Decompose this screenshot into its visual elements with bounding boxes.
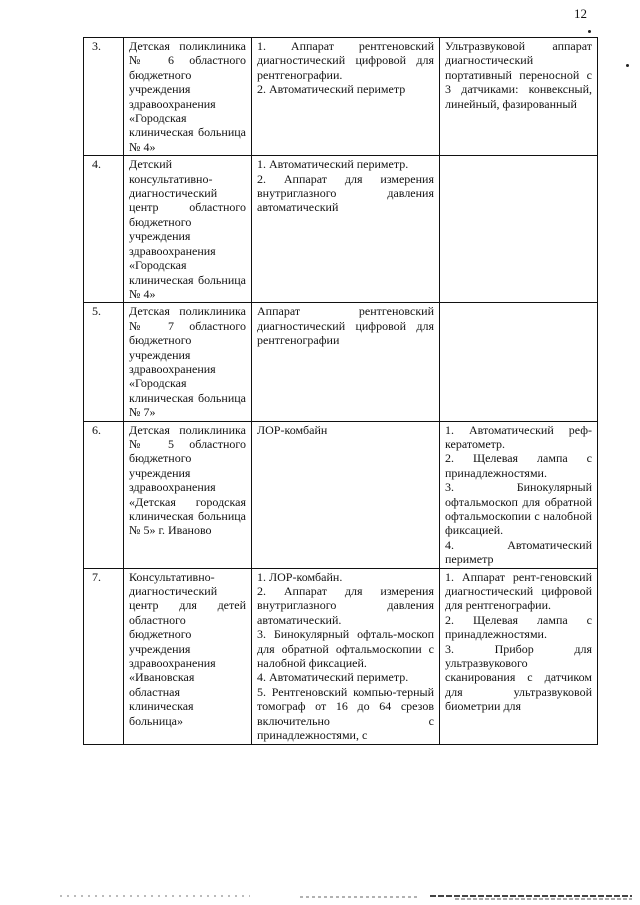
institution-name: Консультативно-диагностический центр для детей областного бюджетного учреждения здравоохранения «Ивановская областная клиническая больница» — [124, 568, 252, 744]
equipment-list-secondary — [440, 303, 598, 421]
equipment-item: ЛОР-комбайн — [257, 422, 328, 437]
equipment-item: 3. Бинокулярный офталь-москоп для обратной офтальмоскопии с налобной фиксацией. — [257, 627, 434, 671]
equipment-list-secondary — [440, 156, 598, 303]
equipment-item: 3. Прибор для ультразвукового сканирования с датчиком для ультразвуковой биометрии для — [445, 641, 592, 714]
equipment-list-secondary — [440, 568, 598, 744]
equipment-item: Аппарат рентгеновский диагностический цифровой для рентгенографии — [257, 304, 434, 348]
equipment-list-secondary — [440, 38, 598, 156]
institution-name: Детский консультативно-диагностический центр областного бюджетного учреждения здравоохранения «Городская клиническая больница № 4» — [124, 156, 252, 303]
equipment-item: 1. Аппарат рентгеновский диагностический цифровой для рентгенографии. — [257, 39, 434, 82]
equipment-list-primary — [252, 421, 440, 568]
equipment-item: 1. Аппарат рент-геновский диагностический цифровой для рентгенографии. — [445, 569, 592, 613]
equipment-item: 2. Щелевая лампа с принадлежностями. — [445, 451, 592, 480]
equipment-list-secondary — [440, 421, 598, 568]
equipment-item: 2. Аппарат для измерения внутриглазного давления автоматический — [257, 171, 434, 215]
institution-name: Детская поликлиника № 6 областного бюджетного учреждения здравоохранения «Городская клиническая больница № 4» — [124, 38, 252, 156]
row-number: 6. — [84, 421, 124, 568]
equipment-item: 4. Автоматический периметр — [445, 537, 592, 567]
scan-mark — [588, 30, 591, 33]
equipment-list-primary — [252, 156, 440, 303]
equipment-item: 2. Щелевая лампа с принадлежностями. — [445, 612, 592, 642]
equipment-item: 1. Автоматический периметр. — [257, 157, 409, 172]
equipment-item: 1. Автоматический реф-кератометр. — [445, 422, 592, 451]
equipment-list-primary — [252, 38, 440, 156]
row-number: 4. — [84, 156, 124, 303]
table-row — [84, 421, 598, 568]
table-row — [84, 568, 598, 744]
table-row — [84, 303, 598, 421]
equipment-table — [83, 37, 598, 745]
scan-noise-strip — [0, 888, 640, 905]
equipment-item: 4. Автоматический периметр. — [257, 670, 409, 685]
page-number: 12 — [574, 6, 587, 21]
equipment-list-primary — [252, 568, 440, 744]
table-row — [84, 156, 598, 303]
equipment-item: 1. ЛОР-комбайн. — [257, 569, 343, 584]
equipment-item: 3. Бинокулярный офтальмоскоп для обратной офтальмоскопии с налобной фиксацией. — [445, 480, 592, 538]
institution-name: Детская поликлиника № 7 областного бюджетного учреждения здравоохранения «Городская клиническая больница № 7» — [124, 303, 252, 421]
institution-name: Детская поликлиника № 5 областного бюджетного учреждения здравоохранения «Детская городская клиническая больница № 5» г. Иваново — [124, 421, 252, 568]
row-number: 5. — [84, 303, 124, 421]
equipment-item: Ультразвуковой аппарат диагностический портативный переносной с 3 датчиками: конвексный, линейный, фазированный — [445, 39, 592, 111]
row-number: 7. — [84, 568, 124, 744]
scan-mark — [626, 64, 629, 67]
equipment-item: 2. Аппарат для измерения внутриглазного давления автоматический. — [257, 584, 434, 627]
equipment-item: 2. Автоматический периметр — [257, 82, 406, 97]
table-row — [84, 38, 598, 156]
equipment-item: 5. Рентгеновский компью-терный томограф от 16 до 64 срезов включительно с принадлежностями, с — [257, 684, 434, 743]
equipment-list-primary — [252, 303, 440, 421]
row-number: 3. — [84, 38, 124, 156]
